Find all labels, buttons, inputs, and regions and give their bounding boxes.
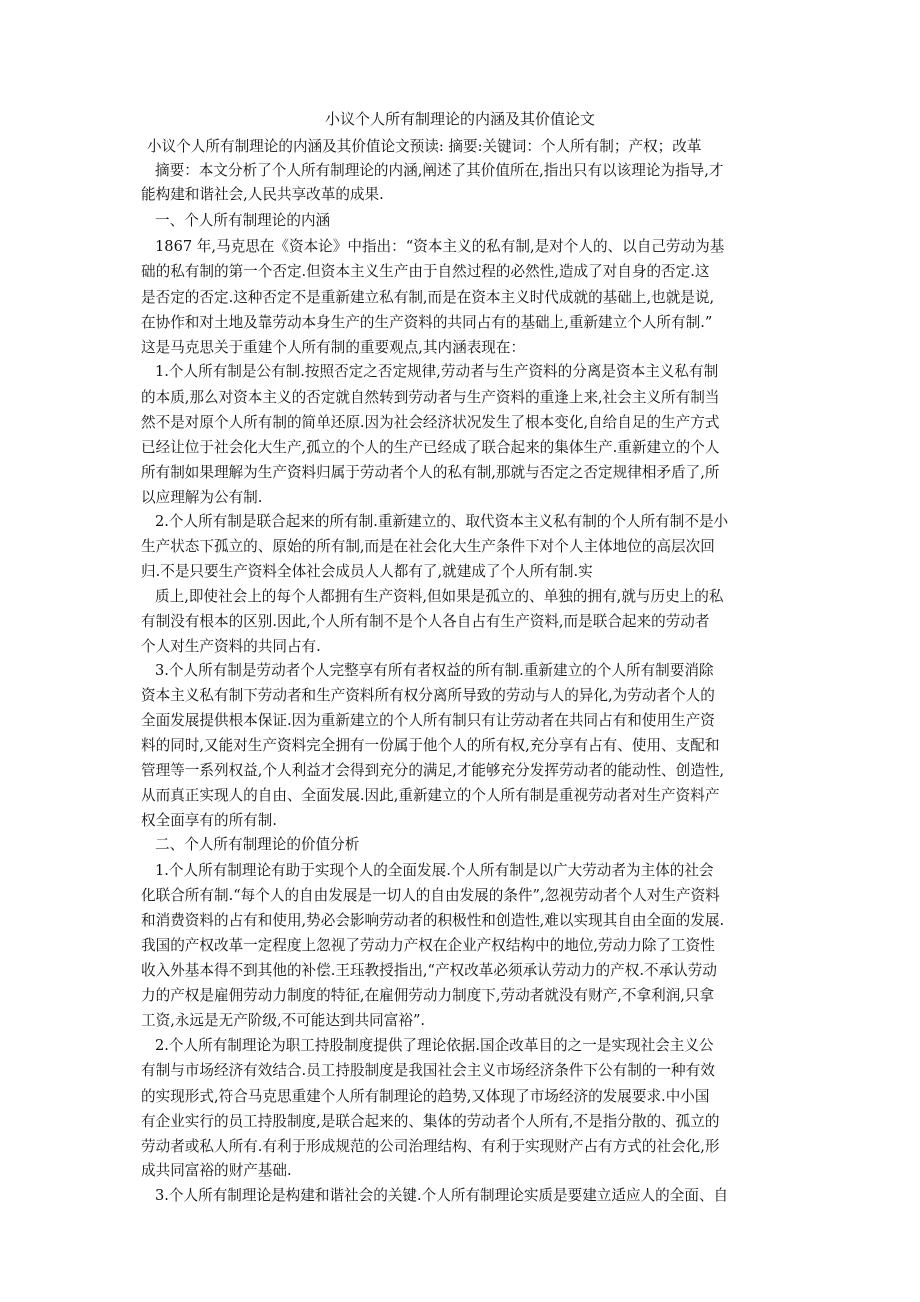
text-line: 归.不是只要生产资料全体社会成员人人都有了,就建成了个人所有制.实: [141, 563, 593, 580]
text-line: 资本主义私有制下劳动者和生产资料所有权分离所导致的劳动与人的异化,为劳动者个人的: [141, 687, 715, 704]
text-line: 管理等一系列权益,个人利益才会得到充分的满足,才能够充分发挥劳动者的能动性、创造性,: [141, 762, 725, 779]
text-line: 我国的产权改革一定程度上忽视了劳动力产权在企业产权结构中的地位,劳动力除了工资性: [141, 937, 715, 954]
text-line: 1867 年,马克思在《资本论》中指出：“资本主义的私有制,是对个人的、以自己劳动为基: [155, 238, 725, 255]
text-line: 能构建和谐社会,人民共享改革的成果.: [141, 186, 384, 203]
text-line: 在协作和对土地及靠劳动本身生产的生产资料的共同占有的基础上,重新建立个人所有制.”: [141, 314, 713, 331]
text-line: 有制与市场经济有效结合.员工持股制度是我国社会主义市场经济条件下公有制的一种有效: [141, 1062, 715, 1079]
text-line: 全面发展提供根本保证.因为重新建立的个人所有制只有让劳动者在共同占有和使用生产资: [141, 712, 715, 729]
text-line: 从而真正实现人的自由、全面发展.因此,重新建立的个人所有制是重视劳动者对生产资料产: [141, 787, 720, 804]
text-line: 这是马克思关于重建个人所有制的重要观点,其内涵表现在：: [141, 339, 526, 356]
text-line: 化联合所有制.“每个人的自由发展是一切人的自由发展的条件”,忽视劳动者个人对生产资料: [141, 887, 720, 904]
text-line: 3.个人所有制理论是构建和谐社会的关键.个人所有制理论实质是要建立适应人的全面、自: [155, 1187, 729, 1204]
text-line: 础的私有制的第一个否定.但资本主义生产由于自然过程的必然性,造成了对自身的否定.这: [141, 263, 710, 280]
text-line: 的本质,那么对资本主义的否定就自然转到劳动者与生产资料的重逢上来,社会主义所有制当: [141, 389, 720, 406]
text-line: 个人对生产资料的共同占有.: [141, 638, 321, 655]
text-line: 摘要：本文分析了个人所有制理论的内涵,阐述了其价值所在,指出只有以该理论为指导,才: [155, 162, 724, 179]
text-line: 成共同富裕的财产基础.: [141, 1162, 292, 1179]
text-line: 工资,永远是无产阶级,不可能达到共同富裕”.: [141, 1012, 426, 1029]
text-line: 收入外基本得不到其他的补偿.王珏教授指出,“产权改革必须承认劳动力的产权.不承认劳动: [141, 962, 717, 979]
text-line: 的实现形式,符合马克思重建个人所有制理论的趋势,又体现了市场经济的发展要求.中小国: [141, 1088, 710, 1105]
text-line: 权全面享有的所有制.: [141, 812, 277, 829]
text-line: 二、个人所有制理论的价值分析: [155, 836, 360, 853]
document-title: 小议个人所有制理论的内涵及其价值论文: [324, 110, 595, 128]
text-line: 2.个人所有制是联合起来的所有制.重新建立的、取代资本主义私有制的个人所有制不是小: [155, 513, 729, 530]
text-line: 小议个人所有制理论的内涵及其价值论文预读: 摘要:关键词：个人所有制；产权；改革: [147, 138, 702, 155]
text-line: 2.个人所有制理论为职工持股制度提供了理论依据.国企改革目的之一是实现社会主义公: [155, 1037, 714, 1054]
text-line: 已经让位于社会化大生产,孤立的个人的生产已经成了联合起来的集体生产.重新建立的个人: [141, 439, 720, 456]
text-line: 所有制如果理解为生产资料归属于劳动者个人的私有制,那就与否定之否定规律相矛盾了,所: [141, 464, 720, 481]
text-line: 料的同时,又能对生产资料完全拥有一份属于他个人的所有权,充分享有占有、使用、支配和: [141, 737, 720, 754]
text-line: 和消费资料的占有和使用,势必会影响劳动者的积极性和创造性,难以实现其自由全面的发展.: [141, 912, 725, 929]
text-line: 以应理解为公有制.: [141, 489, 263, 506]
text-line: 质上,即使社会上的每个人都拥有生产资料,但如果是孤立的、单独的拥有,就与历史上的私: [155, 588, 724, 605]
text-line: 生产状态下孤立的、原始的所有制,而是在社会化大生产条件下对个人主体地位的高层次回: [141, 538, 715, 555]
text-line: 3.个人所有制是劳动者个人完整享有所有者权益的所有制.重新建立的个人所有制要消除: [155, 662, 714, 679]
text-line: 一、个人所有制理论的内涵: [155, 212, 331, 229]
text-line: 力的产权是雇佣劳动力制度的特征,在雇佣劳动力制度下,劳动者就没有财产,不拿利润,只拿: [141, 987, 715, 1004]
text-line: 有企业实行的员工持股制度,是联合起来的、集体的劳动者个人所有,不是指分散的、孤立的: [141, 1113, 720, 1130]
text-line: 劳动者或私人所有.有利于形成规范的公司治理结构、有利于实现财产占有方式的社会化,形: [141, 1138, 720, 1155]
text-line: 然不是对原个人所有制的简单还原.因为社会经济状况发生了根本变化,自给自足的生产方式: [141, 414, 720, 431]
text-line: 是否定的否定.这种否定不是重新建立私有制,而是在资本主义时代成就的基础上,也就是说,: [141, 289, 715, 306]
text-line: 1.个人所有制是公有制.按照否定之否定规律,劳动者与生产资料的分离是资本主义私有制: [155, 363, 719, 380]
text-line: 有制没有根本的区别.因此,个人所有制不是个人各自占有生产资料,而是联合起来的劳动者: [141, 613, 710, 630]
text-line: 1.个人所有制理论有助于实现个人的全面发展.个人所有制是以广大劳动者为主体的社会: [155, 862, 714, 879]
